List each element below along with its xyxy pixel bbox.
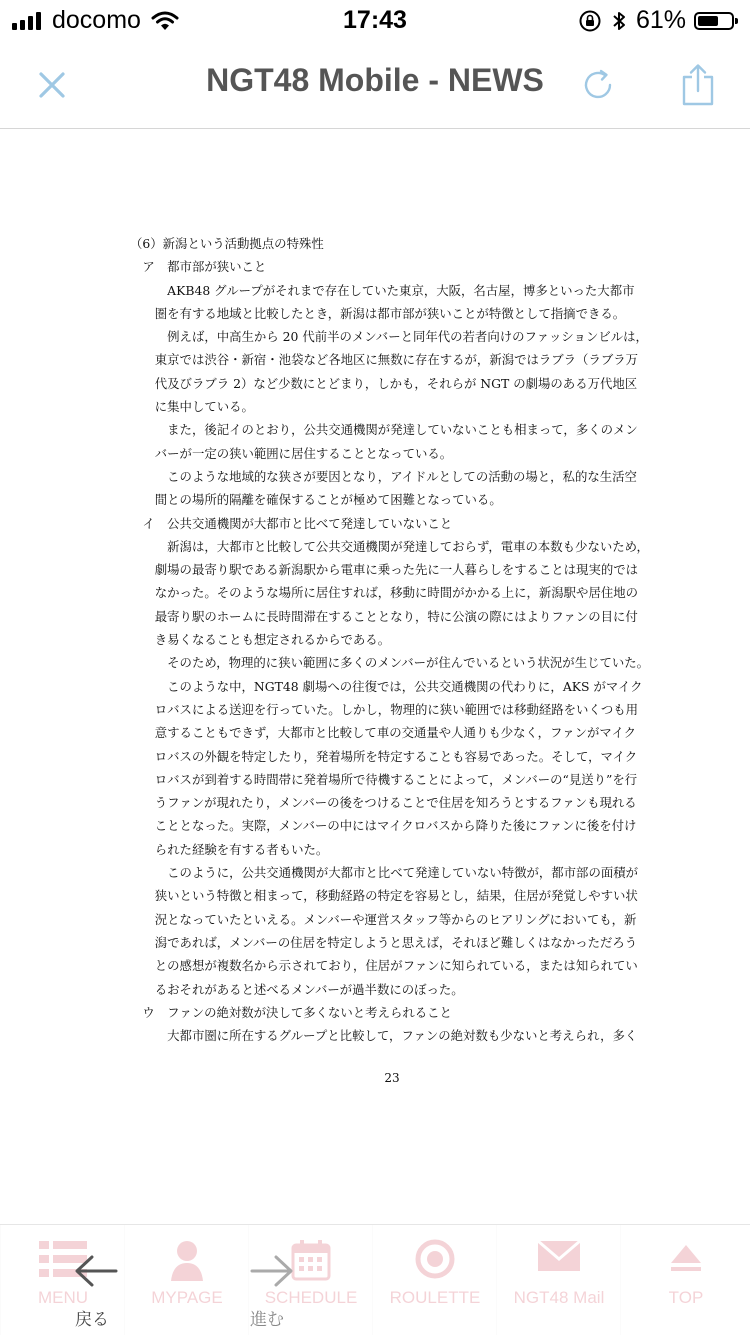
reload-icon [579, 66, 617, 104]
document-line: られた経験を有する者もいた。 [130, 841, 329, 857]
mail-icon [536, 1239, 582, 1273]
status-bar [0, 0, 750, 42]
back-label: 戻る [75, 1310, 109, 1330]
document-line: 最寄り駅のホームに長時間滞在することとなり，特に公演の際にはよりファンの目に付 [130, 608, 638, 624]
battery-icon [694, 12, 734, 30]
document-line: き易くなることも想定されるからである。 [130, 632, 391, 648]
document-line: ウ ファンの絶対数が決して多くないと考えられること [130, 1004, 452, 1020]
document-line: イ 公共交通機関が大都市と比べて発達していないこと [130, 515, 453, 531]
document-line: 狭いという特徴と相まって，移動経路の特定を容易とし，結果，住居が発覚しやすい状 [130, 888, 638, 904]
back-arrow-icon [72, 1251, 120, 1291]
document-line: （6）新潟という活動拠点の特殊性 [130, 236, 324, 251]
document-line: 大都市圏に所在するグループと比較して，ファンの絶対数も少ないと考えられ，多く [130, 1028, 638, 1044]
document-line: 意することもできず，大都市と比較して車の交通量や人通りも少なく，ファンがマイク [130, 725, 637, 741]
carrier-name: docomo [52, 6, 141, 34]
tab-ngt48-mail-label: NGT48 Mail [513, 1288, 605, 1307]
tab-bar [0, 1224, 750, 1335]
document-line: 劇場の最寄り駅である新潟駅から電車に乗った先に一人暮らしをすることは現実的では [130, 562, 639, 578]
document-line: このように，公共交通機関が大都市と比べて発達していない特徴が，都市部の面積が [130, 865, 639, 881]
document-line: うファンが現れたり，メンバーの後をつけることで住居を知ろうとするファンも現れる [130, 795, 637, 811]
tab-schedule-label: SCHEDULE [264, 1288, 358, 1307]
document-line: との感想が複数名から示されており，住居がファンに知られている，または知られてい [130, 958, 638, 974]
document-line: バーが一定の狭い範囲に居住することとなっている。 [130, 445, 453, 461]
document-line: ア 都市部が狭いこと [130, 259, 267, 275]
up-arrow-icon [667, 1239, 705, 1275]
document-line: 代及びラブラ 2）など少数にとどまり，しかも，それらが NGT の劇場のある万代地区 [130, 375, 638, 391]
document-line: るおそれがあると述べるメンバーが過半数にのぼった。 [130, 981, 464, 997]
reload-button[interactable] [575, 62, 621, 108]
document-line: 間との場所的隔離を確保することが極めて困難となっている。 [130, 492, 502, 508]
share-icon [680, 63, 716, 107]
document-line: このような中，NGT48 劇場への往復では，公共交通機関の代わりに，AKS がマイク [130, 678, 643, 694]
document-line: ロバスが到着する時間帯に発着場所で待機することによって，メンバーの“見送り”を行 [130, 771, 638, 787]
document-line: 圏を有する地域と比較したとき，新潟は都市部が狭いことが特徴として指摘できる。 [130, 305, 626, 321]
document-line: に集中している。 [130, 399, 254, 415]
document-line: 例えば，中高生から 20 代前半のメンバーと同年代の若者向けのファッションビルは， [130, 329, 648, 345]
document-line: 潟であれば，メンバーの住居を特定しようと思えば，それほど難しくはなかっただろう [130, 934, 638, 950]
battery-percent: 61% [635, 6, 686, 34]
roulette-icon [415, 1239, 455, 1279]
tab-menu-label: MENU [37, 1288, 89, 1307]
forward-button[interactable] [246, 1225, 306, 1335]
back-button[interactable] [70, 1225, 130, 1335]
status-right [578, 6, 734, 35]
document-line: こととなった。実際，メンバーの中にはマイクロバスから降りた後にファンに後を付け [130, 818, 637, 834]
document-line: 東京では渋谷・新宿・池袋など各地区に無数に存在するが，新潟ではラブラ（ラブラ万 [130, 352, 639, 368]
document-line: そのため，物理的に狭い範囲に多くのメンバーが住んでいるという状況が生じていた。 [130, 655, 650, 671]
document-line: ロバスの外観を特定したり，発着場所を特定することも容易であった。そして，マイク [130, 748, 638, 764]
navigation-bar [0, 42, 750, 129]
tab-top[interactable] [620, 1225, 750, 1335]
forward-label: 進む [250, 1310, 284, 1330]
tab-ngt48-mail[interactable] [496, 1225, 620, 1335]
document-line: ロバスによる送迎を行っていた。しかし，物理的に狭い範囲では移動経路をいくつも用 [130, 701, 639, 717]
tab-mypage-label: MYPAGE [151, 1288, 223, 1307]
document-line: また，後記イのとおり，公共交通機関が発達していないことも相まって，多くのメン [130, 422, 638, 438]
page-title: NGT48 Mobile - NEWS [206, 62, 544, 98]
document-body [130, 232, 678, 1047]
tab-mypage[interactable] [124, 1225, 248, 1335]
share-button[interactable] [675, 62, 721, 108]
status-time: 17:43 [343, 6, 407, 34]
page-number: 23 [384, 1071, 400, 1085]
user-icon [169, 1239, 205, 1283]
forward-arrow-icon [248, 1251, 296, 1291]
document-line: 況となっていたといえる。メンバーや運営スタッフ等からのヒアリングにおいても，新 [130, 911, 637, 927]
document-line: このような地域的な狭さが要因となり，アイドルとしての活動の場と，私的な生活空 [130, 468, 637, 484]
document-line: 新潟は，大都市と比較して公共交通機関が発達しておらず，電車の本数も少ないため， [130, 538, 649, 554]
bluetooth-icon [610, 9, 628, 33]
tab-roulette[interactable] [372, 1225, 496, 1335]
document-line: なかった。そのような場所に居住すれば，移動に時間がかかる上に，新潟駅や居住地の [130, 585, 639, 601]
orientation-lock-icon [578, 9, 602, 33]
document-line: AKB48 グループがそれまで存在していた東京，大阪，名古屋，博多といった大都市 [130, 282, 635, 298]
tab-roulette-label: ROULETTE [389, 1288, 481, 1307]
tab-top-label: TOP [668, 1288, 704, 1307]
